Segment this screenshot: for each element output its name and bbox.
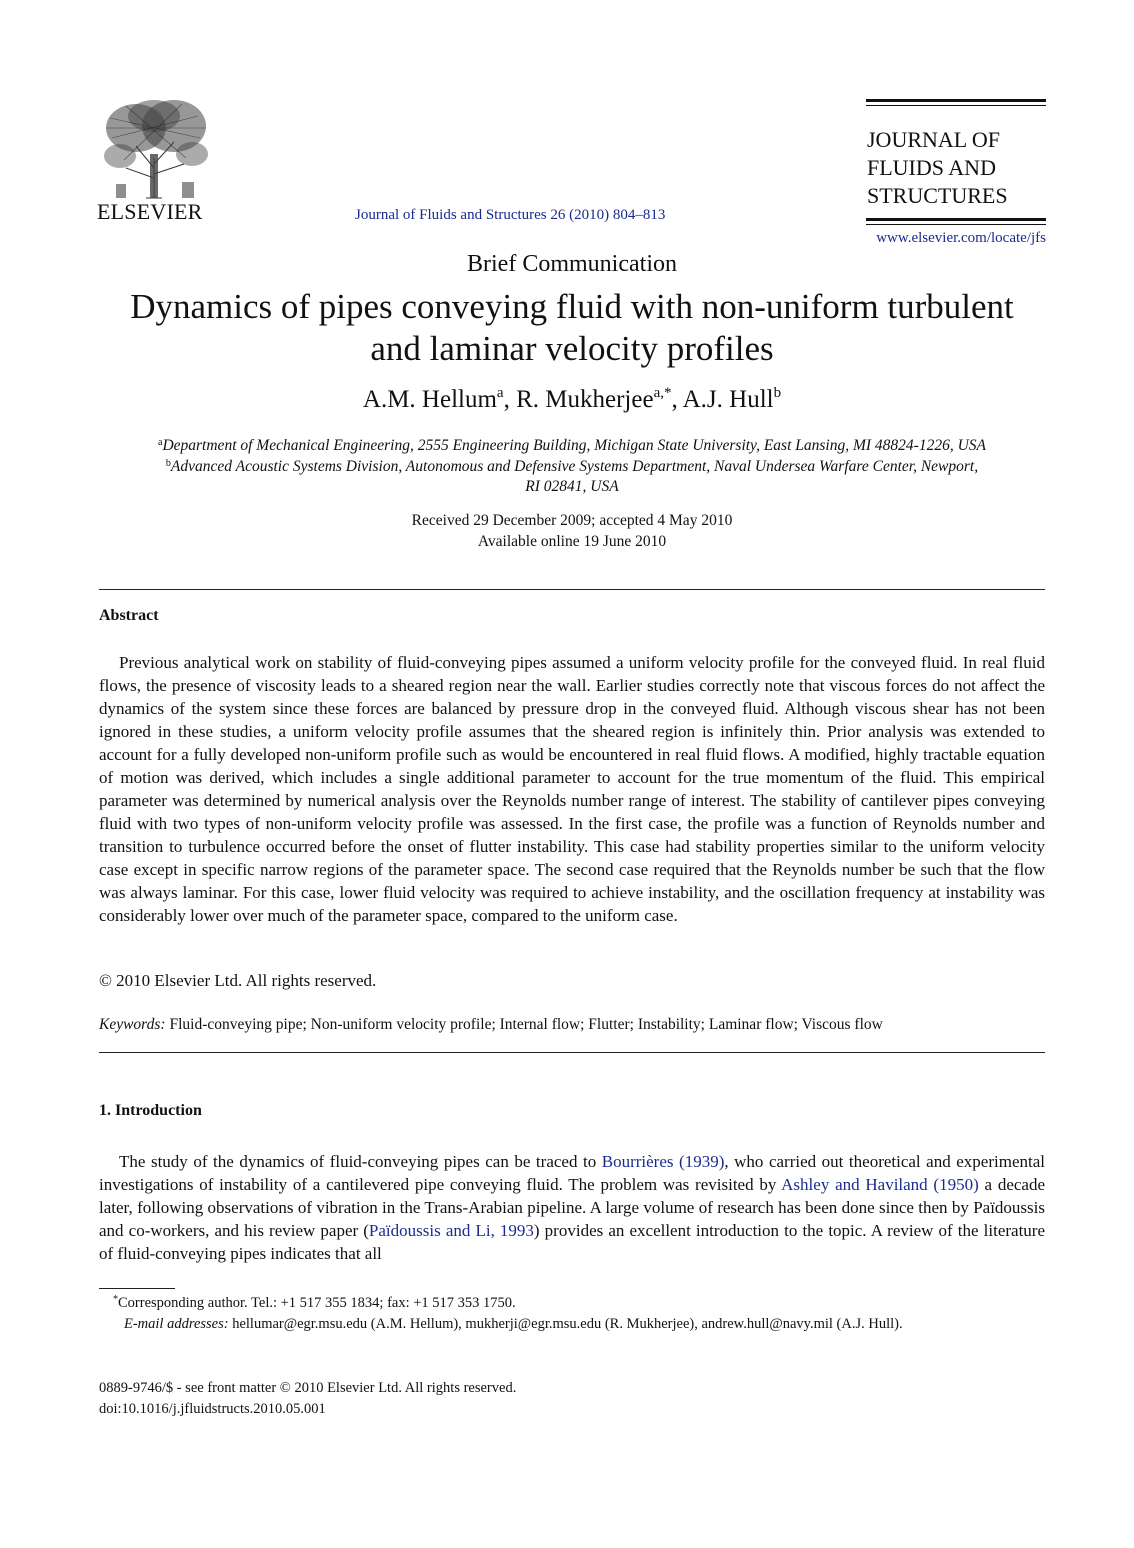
journal-box-top-rule [866, 99, 1046, 102]
affiliation-b [96, 457, 1048, 478]
author-name[interactable]: A.M. Hellum [362, 386, 497, 413]
journal-url-link[interactable]: www.elsevier.com/locate/jfs [876, 230, 1046, 246]
affiliation-mark: b [165, 457, 171, 469]
article-type: Brief Communication [467, 251, 677, 277]
journal-title-line: FLUIDS AND [867, 155, 996, 180]
tree-logo-icon [96, 98, 214, 200]
author-list [0, 386, 1134, 414]
received-date: Received 29 December 2009; accepted 4 May 2010 [411, 512, 733, 529]
intro-text: ) provides an excellent introduction to the topic. A review of the literature of fluid-conveying pipes indicates that all [99, 1221, 1045, 1263]
journal-box-bottom-thin-rule [866, 224, 1046, 225]
abstract-bottom-rule [99, 1052, 1045, 1053]
affiliation-text: Department of Mechanical Engineering, 2555 Engineering Building, Michigan State University, East Lansing, MI 48824-1226, USA [162, 437, 986, 454]
citation-link[interactable]: Païdoussis and Li, 1993 [368, 1221, 534, 1240]
affiliations [96, 436, 1048, 498]
journal-box-bottom-rule [866, 218, 1046, 221]
abstract-top-rule [99, 589, 1045, 590]
keywords-label: Keywords: [99, 1016, 166, 1033]
article-dates [0, 510, 1134, 552]
introduction-body [99, 1150, 1045, 1265]
author-separator: , [671, 386, 683, 413]
abstract-text: Previous analytical work on stability of fluid-conveying pipes assumed a uniform velocity profile for the conveyed fluid. In real fluid flows, the presence of viscosity leads to a sheared region near the wall. Earlier studies correctly note that viscous forces do not affect the dynamics of the system since these forces are balanced by pressure drop in the conveyed fluid. Although viscous shear has not been ignored in these studies, a uniform velocity profile assumes that the sheared region is infinitely thin. Prior analysis was extended to account for a fully developed non-uniform profile such as would be encountered in real fluid flows. A modified, highly tractable equation of motion was derived, which includes a single additional parameter to account for the true momentum of the fluid. This empirical parameter was determined by numerical analysis over the Reynolds number range of interest. The stability of cantilever pipes conveying fluid with two types of non-uniform velocity profile was assessed. In the first case, the profile was a function of Reynolds number and transition to turbulence occurred before the onset of flutter instability. This case had stability properties similar to the uniform velocity case except in specific narrow regions of the parameter space. The second case required that the Reynolds number be such that the flow was always laminar. For this case, lower fluid velocity was required to achieve instability, and the oscillation frequency at instability was considerably lower over much of the parameter space, compared to the uniform case. [99, 653, 1045, 925]
intro-text: The study of the dynamics of fluid-conveying pipes can be traced to [119, 1152, 602, 1171]
author-affiliation-mark: a [496, 385, 504, 401]
abstract-heading: Abstract [99, 607, 159, 624]
corresponding-author-text: Corresponding author. Tel.: +1 517 355 1834; fax: +1 517 353 1750. [118, 1295, 516, 1311]
email-addresses[interactable]: hellumar@egr.msu.edu (A.M. Hellum), mukherji@egr.msu.edu (R. Mukherjee), andrew.hull@navy.mil (A.J. Hull). [228, 1316, 903, 1332]
affiliation-a [96, 436, 1048, 457]
article-title-line: Dynamics of pipes conveying fluid with non-uniform turbulent [130, 287, 1014, 326]
keywords [99, 1016, 883, 1034]
available-online-date: Available online 19 June 2010 [477, 533, 667, 550]
article-title-line: and laminar velocity profiles [370, 329, 774, 368]
email-label: E-mail addresses: [124, 1316, 229, 1332]
journal-citation-link[interactable]: Journal of Fluids and Structures 26 (2010) 804–813 [355, 207, 666, 223]
corresponding-author-footnote [99, 1293, 1045, 1314]
author-affiliation-mark: b [773, 385, 782, 401]
keywords-list: Fluid-conveying pipe; Non-uniform velocity profile; Internal flow; Flutter; Instability; Laminar flow; Viscous flow [169, 1016, 883, 1033]
journal-title [866, 106, 1046, 218]
journal-title-box [866, 99, 1046, 225]
introduction-paragraph [99, 1150, 1045, 1265]
journal-title-line: STRUCTURES [867, 183, 1008, 208]
abstract-body [99, 651, 1045, 927]
footnote-mark: * [113, 1294, 118, 1305]
author-affiliation-mark: a,* [653, 385, 672, 401]
abstract-copyright: © 2010 Elsevier Ltd. All rights reserved. [99, 971, 377, 990]
citation-link[interactable]: Bourrières (1939) [601, 1152, 725, 1171]
intro-text: a decade later, following observations of vibration in the Trans-Arabian pipeline. A large volume of research has been done since then by Païdoussis and co-workers, and his review paper ( [99, 1175, 1045, 1240]
front-matter [99, 1378, 516, 1420]
author-separator: , [503, 386, 517, 413]
article-title [90, 286, 1054, 370]
author-name[interactable]: A.J. Hull [682, 386, 774, 413]
issn-line: 0889-9746/$ - see front matter © 2010 Elsevier Ltd. All rights reserved. [99, 1380, 517, 1396]
author-name[interactable]: R. Mukherjee [516, 386, 654, 413]
affiliation-b-continued: RI 02841, USA [525, 478, 619, 495]
affiliation-text: Advanced Acoustic Systems Division, Autonomous and Defensive Systems Department, Naval Undersea Warfare Center, Newport, [170, 457, 979, 475]
citation-link[interactable]: Ashley and Haviland (1950) [781, 1175, 979, 1194]
email-footnote [99, 1314, 1045, 1335]
section-heading-introduction: 1. Introduction [99, 1102, 202, 1119]
doi-line[interactable]: doi:10.1016/j.jfluidstructs.2010.05.001 [99, 1401, 326, 1417]
publisher-name: ELSEVIER [97, 199, 203, 224]
intro-text: , who carried out theoretical and experimental investigations of instability of a cantilevered pipe conveying fluid. The problem was revisited by [99, 1152, 1045, 1194]
footnote-rule [99, 1288, 175, 1289]
affiliation-mark: a [158, 437, 163, 448]
journal-title-line: JOURNAL OF [867, 127, 1001, 152]
